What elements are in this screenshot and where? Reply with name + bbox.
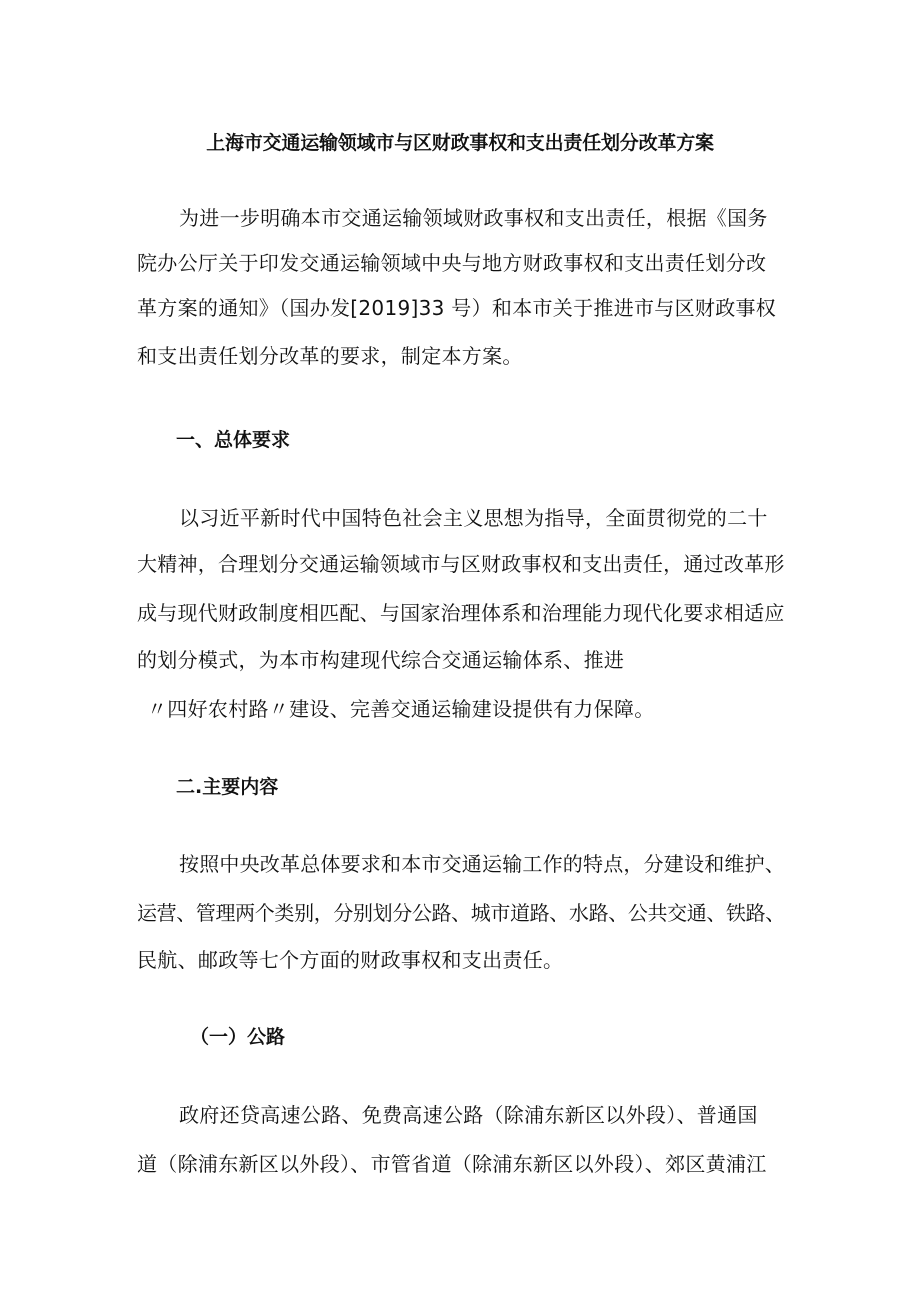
section2-line-3: 民航、邮政等七个方面的财政事权和支出责任。 [137, 948, 564, 972]
subsection1-line-1: 政府还贷高速公路、免费高速公路（除浦东新区以外段）、普通国 [179, 1103, 758, 1127]
section1-line-1: 以习近平新时代中国特色社会主义思想为指导，全面贯彻党的二十 [179, 506, 768, 530]
section1-heading: 一、总体要求 [176, 429, 291, 451]
intro-line-1: 为进一步明确本市交通运输领域财政事权和支出责任，根据《国务 [179, 206, 768, 230]
intro-line-2: 院办公厅关于印发交通运输领域中央与地方财政事权和支出责任划分改 [137, 251, 767, 275]
section1-line-5: 〃四好农村路〃建设、完善交通运输建设提供有力保障。 [147, 697, 655, 721]
subsection1-heading: （一）公路 [190, 1026, 286, 1048]
intro-line-3: 革方案的通知》（国办发[2019]33 号）和本市关于推进市与区财政事权 [137, 296, 777, 320]
subsection1-line-2: 道（除浦东新区以外段）、市管省道（除浦东新区以外段）、郊区黄浦江 [137, 1152, 767, 1176]
intro-line-4: 和支出责任划分改革的要求，制定本方案。 [137, 344, 523, 368]
document-title: 上海市交通运输领域市与区财政事权和支出责任划分改革方案 [206, 132, 714, 154]
section2-heading: 二.主要内容 [176, 776, 279, 798]
section2-line-2: 运营、管理两个类别，分别划分公路、城市道路、水路、公共交通、铁路、 [137, 901, 785, 925]
section2-line-1: 按照中央改革总体要求和本市交通运输工作的特点，分建设和维护、 [179, 852, 785, 876]
section1-line-2: 大精神，合理划分交通运输领域市与区财政事权和支出责任，通过改革形 [137, 552, 785, 576]
section1-line-3: 成与现代财政制度相匹配、与国家治理体系和治理能力现代化要求相适应 [137, 601, 785, 625]
section1-line-4: 的划分模式，为本市构建现代综合交通运输体系、推进 [137, 648, 625, 672]
